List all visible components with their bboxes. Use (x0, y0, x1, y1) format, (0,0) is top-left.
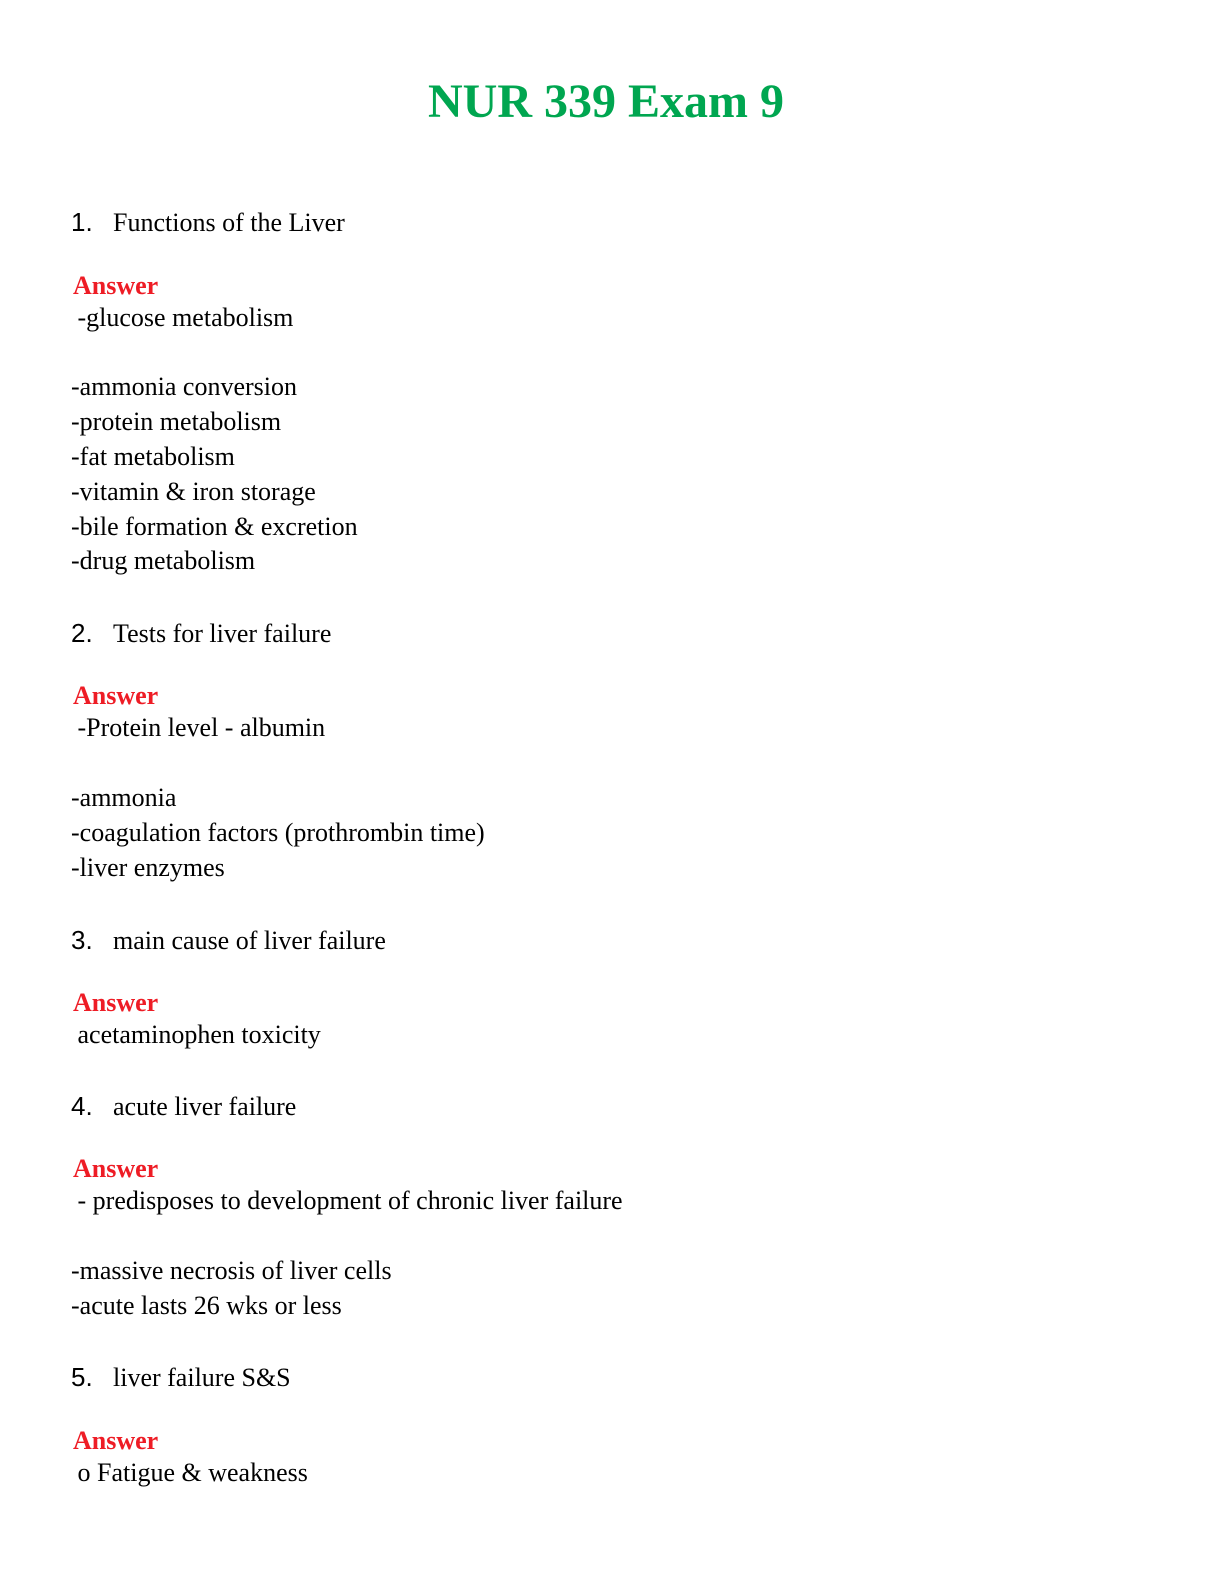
question-5 (71, 1361, 291, 1394)
question-text: Functions of the Liver (113, 208, 345, 237)
answer-line: -protein metabolism (71, 407, 282, 436)
answer-label: Answer (73, 1154, 159, 1183)
answer-line: -ammonia (71, 783, 177, 812)
answer-line: -bile formation & excretion (71, 512, 358, 541)
answer-label: Answer (73, 1426, 159, 1455)
question-text: liver failure S&S (113, 1363, 291, 1392)
question-2 (71, 617, 331, 650)
answer-line: -liver enzymes (71, 853, 225, 882)
answer-line: o Fatigue & weakness (71, 1458, 308, 1487)
page-title: NUR 339 Exam 9 (428, 75, 784, 128)
question-number: 3. (71, 925, 93, 955)
question-text: acute liver failure (113, 1092, 297, 1121)
question-4 (71, 1090, 296, 1123)
answer-line: -drug metabolism (71, 546, 256, 575)
answer-line: - predisposes to development of chronic liver failure (71, 1186, 623, 1215)
question-number: 1. (71, 207, 93, 237)
answer-label: Answer (73, 271, 159, 300)
answer-label: Answer (73, 681, 159, 710)
question-text: main cause of liver failure (113, 926, 386, 955)
answer-line: -coagulation factors (prothrombin time) (71, 818, 485, 847)
answer-line: acetaminophen toxicity (71, 1020, 321, 1049)
answer-line: -ammonia conversion (71, 372, 297, 401)
answer-line: -acute lasts 26 wks or less (71, 1291, 342, 1320)
question-number: 2. (71, 618, 93, 648)
answer-line: -massive necrosis of liver cells (71, 1256, 392, 1285)
question-1 (71, 206, 345, 239)
answer-label: Answer (73, 988, 159, 1017)
answer-line: -Protein level - albumin (71, 713, 326, 742)
answer-line: -fat metabolism (71, 442, 235, 471)
answer-line: -vitamin & iron storage (71, 477, 316, 506)
question-number: 4. (71, 1091, 93, 1121)
answer-line: -glucose metabolism (71, 303, 294, 332)
question-number: 5. (71, 1362, 93, 1392)
question-text: Tests for liver failure (113, 619, 332, 648)
question-3 (71, 924, 386, 957)
